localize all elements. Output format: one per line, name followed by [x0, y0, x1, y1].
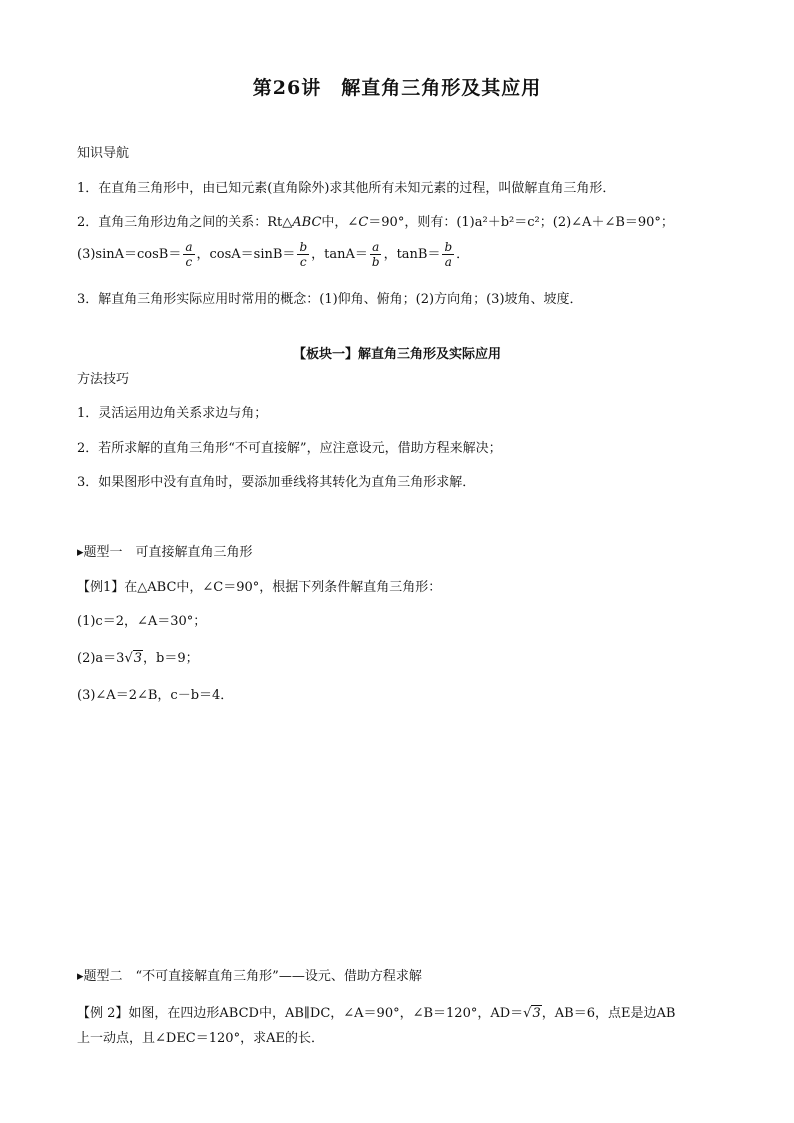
fraction-a-over-c: $\frac{a}{c}$	[185, 240, 193, 269]
knowledge-nav-heading: 知识导航	[77, 146, 130, 161]
item2-abc: ABC	[292, 215, 322, 230]
tanb-label: ，tanB＝	[383, 247, 441, 262]
type1-heading: ▸题型一 可直接解直角三角形	[77, 545, 253, 560]
item2-part2: ；(2)∠A＋∠B＝90°；	[539, 215, 674, 230]
item2-c: C	[358, 215, 369, 230]
fraction-b-over-a: $\frac{b}{a}$	[444, 240, 453, 269]
sina-label: (3)sinA＝cosB＝	[77, 247, 182, 262]
item2-formula1: a²＋b²＝c²	[474, 215, 540, 230]
example-1-q2	[77, 649, 199, 669]
sqrt-3-ex2: √3	[523, 1006, 541, 1021]
tana-label: ，tanA＝	[311, 247, 368, 262]
q2-prefix: (2)a＝3	[77, 651, 125, 666]
item2-rest: ＝90°，则有：(1)	[368, 215, 475, 230]
item2-mid: 中，∠	[321, 215, 359, 230]
method-item-2: 2．若所求解的直角三角形“不可直接解”，应注意设元，借助方程来解决；	[77, 441, 502, 456]
example-1-q3: (3)∠A＝2∠B，c－b＝4．	[77, 688, 234, 703]
example-1-q1: (1)c＝2，∠A＝30°；	[77, 614, 207, 629]
ex2-prefix: 【例 2】如图，在四边形ABCD中，AB∥DC，∠A＝90°，∠B＝120°，AD＝	[77, 1006, 524, 1021]
example-2-line1	[77, 1004, 675, 1024]
knowledge-item-3: 3．解直角三角形实际应用时常用的概念：(1)仰角、俯角；(2)方向角；(3)坡角、坡度．	[77, 292, 583, 307]
fraction-a-over-b: $\frac{a}{b}$	[371, 240, 380, 269]
knowledge-item-1: 1．在直角三角形中，由已知元素(直角除外)求其他所有未知元素的过程，叫做解直角三角形．	[77, 181, 616, 196]
block1-heading: 【板块一】解直角三角形及实际应用	[292, 347, 501, 362]
item2-prefix: 2．直角三角形边角之间的关系：Rt△	[77, 215, 293, 230]
example-1: 【例1】在△ABC中，∠C＝90°，根据下列条件解直角三角形：	[77, 580, 442, 595]
knowledge-item-2-line1	[77, 213, 674, 233]
fraction-b-over-c: $\frac{b}{c}$	[299, 240, 308, 269]
ex2-suffix: ，AB＝6，点E是边AB	[541, 1006, 676, 1021]
sqrt-3: √3	[124, 651, 143, 666]
q2-suffix: ，b＝9；	[143, 651, 199, 666]
page-title: 第26讲 解直角三角形及其应用	[252, 77, 542, 99]
example-2-line2: 上一动点，且∠DEC＝120°，求AE的长．	[77, 1031, 324, 1046]
type2-heading: ▸题型二 “不可直接解直角三角形”——设元、借助方程求解	[77, 969, 422, 984]
knowledge-item-2-line2	[77, 238, 469, 272]
method-item-1: 1．灵活运用边角关系求边与角；	[77, 406, 268, 421]
cosa-label: ，cosA＝sinB＝	[196, 247, 296, 262]
line-end: ．	[456, 247, 470, 262]
method-heading: 方法技巧	[77, 372, 130, 387]
method-item-3: 3．如果图形中没有直角时，要添加垂线将其转化为直角三角形求解．	[77, 475, 476, 490]
